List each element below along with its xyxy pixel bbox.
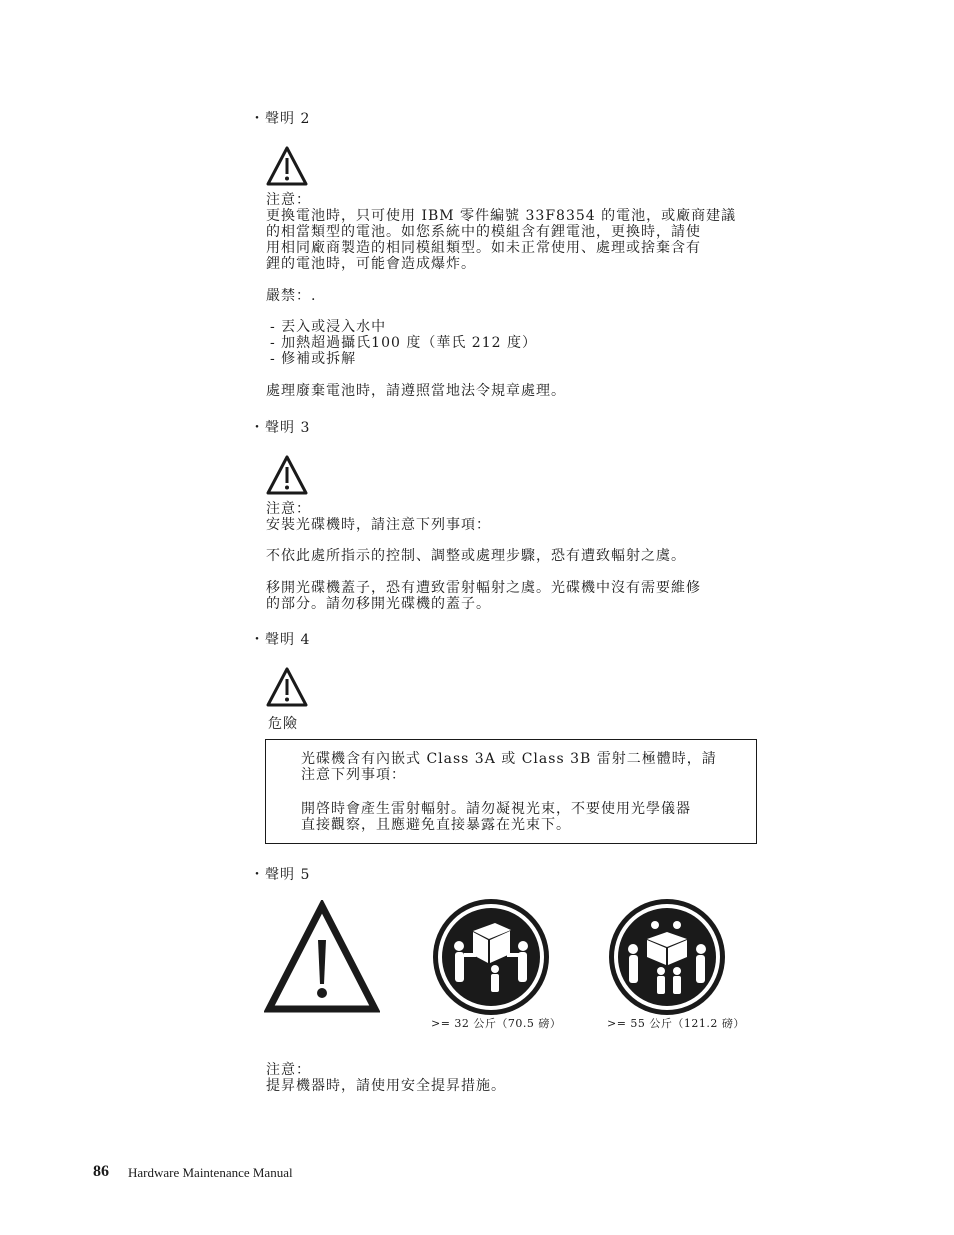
two-person-lift-icon xyxy=(431,897,551,1017)
two-person-weight-caption: >= 32 公斤（70.5 磅） xyxy=(431,1017,562,1030)
statement-4-danger-label: 危險 xyxy=(268,716,298,732)
statement-5-line: 提昇機器時，請使用安全提昇措施。 xyxy=(266,1078,506,1094)
statement-3-line: 安裝光碟機時，請注意下列事項： xyxy=(266,517,491,533)
danger-notice-line: 開啓時會產生雷射輻射。請勿凝視光束，不要使用光學儀器 xyxy=(301,801,691,817)
page-number: 86 xyxy=(93,1163,109,1180)
manual-title: Hardware Maintenance Manual xyxy=(128,1165,293,1180)
three-person-weight-caption: >= 55 公斤（121.2 磅） xyxy=(607,1017,745,1030)
caution-triangle-icon xyxy=(265,145,309,187)
statement-2-heading: ・聲明 2 xyxy=(250,111,311,127)
statement-2-body-line: 更換電池時，只可使用 IBM 零件編號 33F8354 的電池，或廠商建議 xyxy=(266,208,737,224)
statement-2-body-line: 的相當類型的電池。如您系統中的模組含有鋰電池，更換時，請使 xyxy=(266,224,701,240)
statement-2-body-line: 用相同廠商製造的相同模組類型。如未正常使用、處理或捨棄含有 xyxy=(266,240,701,256)
statement-3-line: 的部分。請勿移開光碟機的蓋子。 xyxy=(266,596,491,612)
statement-3-line: 移開光碟機蓋子，恐有遭致雷射輻射之虞。光碟機中沒有需要維修 xyxy=(266,580,701,596)
statement-2-list-item: - 修補或拆解 xyxy=(270,351,357,367)
danger-notice-line: 直接觀察，且應避免直接暴露在光束下。 xyxy=(301,817,571,833)
statement-3-caution-label: 注意： xyxy=(266,501,311,517)
statement-2-caution-label: 注意： xyxy=(266,192,311,208)
statement-4-heading: ・聲明 4 xyxy=(250,632,311,648)
three-person-lift-icon xyxy=(607,897,727,1017)
danger-notice-line: 注意下列事項： xyxy=(301,767,406,783)
statement-3-heading: ・聲明 3 xyxy=(250,420,311,436)
statement-2-list-item: - 丟入或浸入水中 xyxy=(270,319,387,335)
statement-5-heading: ・聲明 5 xyxy=(250,867,311,883)
statement-2-prohibit-label: 嚴禁：. xyxy=(266,288,317,304)
danger-notice-line: 光碟機含有內嵌式 Class 3A 或 Class 3B 雷射二極體時，請 xyxy=(301,751,717,767)
statement-5-caution-label: 注意： xyxy=(266,1062,311,1078)
danger-triangle-icon xyxy=(265,666,309,708)
statement-2-list-item: - 加熱超過攝氏100 度（華氏 212 度） xyxy=(270,335,537,351)
statement-3-line: 不依此處所指示的控制、調整或處理步驟，恐有遭致輻射之虞。 xyxy=(266,548,686,564)
statement-2-body-line: 鋰的電池時，可能會造成爆炸。 xyxy=(266,256,476,272)
large-caution-triangle-icon xyxy=(264,900,380,1014)
caution-triangle-icon xyxy=(265,454,309,496)
statement-2-disposal: 處理廢棄電池時，請遵照當地法令規章處理。 xyxy=(266,383,566,399)
